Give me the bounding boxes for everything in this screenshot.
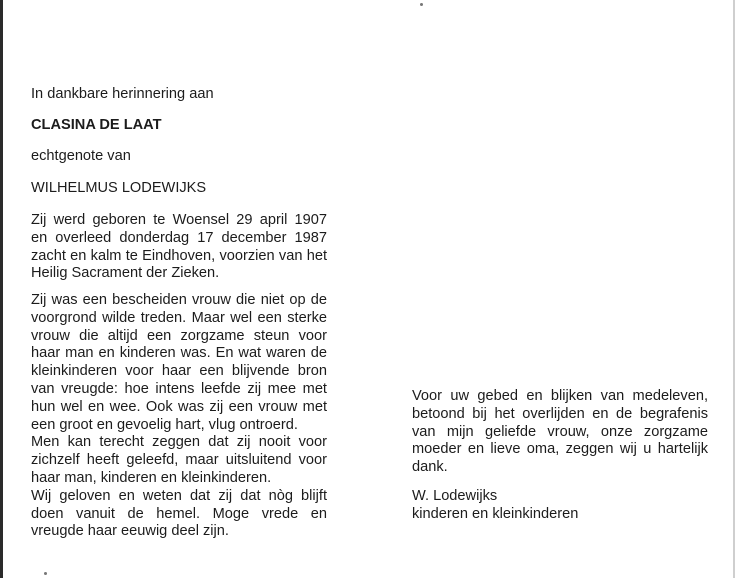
text-line: betoond bij het overlijden en de begrafenis [412, 405, 708, 422]
text-line: van mijn geliefde vrouw, onze zorgzame [412, 423, 708, 440]
text-line: haar man, kinderen en kleinkinderen. [31, 469, 272, 486]
text-line: Wij geloven en weten dat zij dat nòg blijft [31, 487, 327, 504]
text-line: vreugde haar eeuwig deel zijn. [31, 523, 229, 540]
text-line: dank. [412, 459, 448, 476]
text-line: zichzelf heeft geleefd, maar uitsluitend voor [31, 452, 327, 469]
page-edge-left [0, 0, 3, 578]
signatory-name: W. Lodewijks [412, 488, 498, 504]
text-line: van vreugde: hoe intens leefde zij mee met [31, 380, 327, 397]
text-line: een groot en gevoelig hart, vlug ontroerd. [31, 416, 298, 433]
text-line: Voor uw gebed en blijken van medeleven, [412, 388, 708, 404]
text-line: Zij was een bescheiden vrouw die niet op de [31, 292, 327, 308]
text-line: kleinkinderen voor haar een blijvende bron [31, 363, 327, 380]
text-line: Men kan terecht zeggen dat zij nooit voor [31, 434, 327, 451]
relation-line: echtgenote van [31, 148, 131, 164]
deceased-name: CLASINA DE LAAT [31, 117, 162, 133]
text-line: voorgrond wilde treden. Maar wel een sterke [31, 309, 327, 326]
tribute-paragraph [31, 292, 327, 541]
birth-death-paragraph [31, 212, 327, 283]
intro-line: In dankbare herinnering aan [31, 86, 214, 102]
text-line: en overleed donderdag 17 december 1987 [31, 229, 327, 246]
text-line: Zij werd geboren te Woensel 29 april 1907 [31, 212, 327, 228]
text-line: haar man en kinderen was. En wat waren de [31, 345, 327, 362]
scan-speck [420, 3, 423, 6]
scan-speck [44, 572, 47, 575]
text-line: hun wel en wee. Ook was zij een vrouw met [31, 398, 327, 415]
text-line: zacht en kalm te Eindhoven, voorzien van het [31, 247, 327, 264]
text-line: doen vanuit de hemel. Moge vrede en [31, 505, 327, 522]
spouse-name: WILHELMUS LODEWIJKS [31, 180, 207, 196]
text-line: vrouw die altijd een zorgzame steun voor [31, 327, 327, 344]
thanks-paragraph [412, 388, 708, 477]
signature-block [412, 488, 578, 524]
text-line: moeder en lieve oma, zeggen wij u hartelijk [412, 441, 708, 458]
text-line: Heilig Sacrament der Zieken. [31, 265, 220, 282]
signatory-family: kinderen en kleinkinderen [412, 505, 579, 522]
